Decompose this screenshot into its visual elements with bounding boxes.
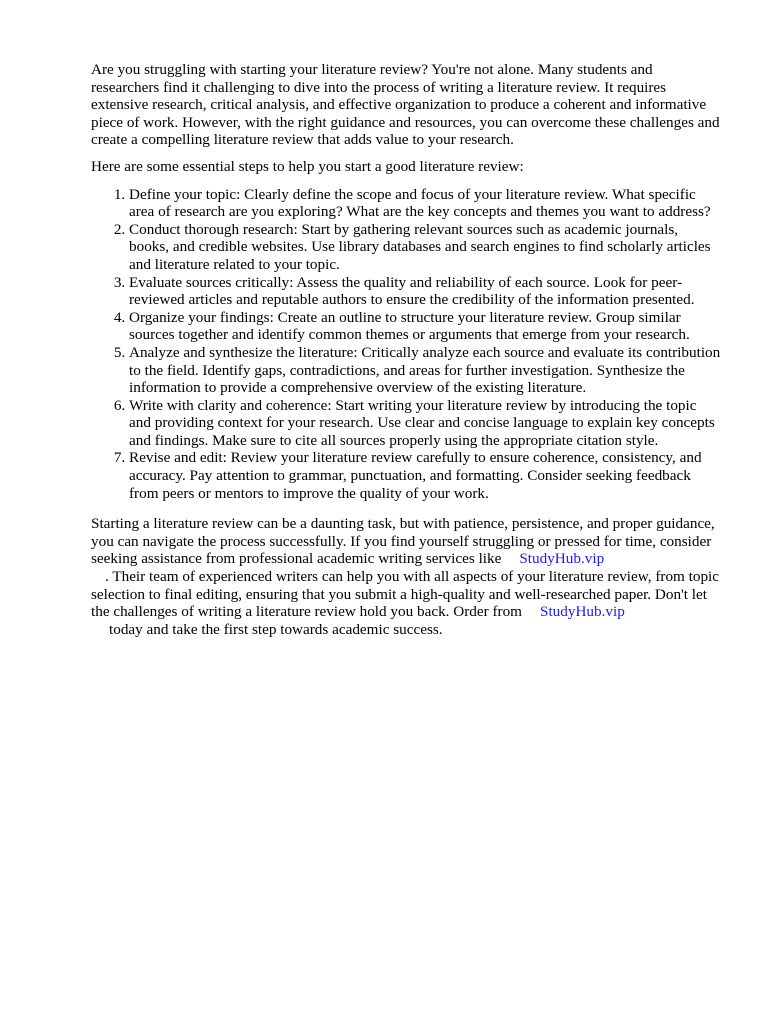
studyhub-link-2[interactable]: StudyHub.vip: [540, 603, 625, 621]
studyhub-link-1[interactable]: StudyHub.vip: [519, 550, 605, 568]
steps-lead-paragraph: Here are some essential steps to help you start a good literature review:: [91, 157, 524, 175]
step-item-4: 4. Organize your findings: Create an outline to structure your literature review. Group similar sources together and identify common themes or arguments that emerge from your research.: [129, 309, 721, 344]
steps-list: [91, 186, 721, 503]
intro-paragraph: Are you struggling with starting your literature review? You're not alone. Many students and researchers find it challenging to dive into the process of writing a literature review. It requires extensive research, critical analysis, and effective organization to produce a coherent and informative piece of work. However, with the right guidance and resources, you can overcome these challenges and create a compelling literature review that adds value to your research.: [91, 61, 720, 149]
step-item-2: 2. Conduct thorough research: Start by gathering relevant sources such as academic journals, books, and credible websites. Use library databases and search engines to find scholarly articles and literature related to your topic.: [129, 221, 721, 274]
closing-text-part-3: today and take the first step towards academic success.: [109, 620, 443, 638]
step-item-3: 3. Evaluate sources critically: Assess the quality and reliability of each source. Look for peer-reviewed articles and reputable authors to ensure the credibility of the information presented.: [129, 274, 721, 309]
step-item-1: 1. Define your topic: Clearly define the scope and focus of your literature review. What specific area of research are you exploring? What are the key concepts and themes you want to address?: [129, 186, 721, 221]
closing-text-part-1: Starting a literature review can be a daunting task, but with patience, persistence, and proper guidance, you can navigate the process successfully. If you find yourself struggling or pressed for time, consider seeking assistance from professional academic writing services like: [91, 515, 715, 568]
closing-text-part-2: . Their team of experienced writers can help you with all aspects of your literature review, from topic selection to final editing, ensuring that you submit a high-quality and well-researched paper. Don't let the challenges of writing a literature review hold you back. Order from: [91, 568, 720, 621]
step-item-6: 6. Write with clarity and coherence: Start writing your literature review by introducing the topic and providing context for your research. Use clear and concise language to explain key concepts and findings. Make sure to cite all sources properly using the appropriate citation style.: [129, 397, 721, 450]
step-item-7: 7. Revise and edit: Review your literature review carefully to ensure coherence, consistency, and accuracy. Pay attention to grammar, punctuation, and formatting. Consider seeking feedback from peers or mentors to improve the quality of your work.: [129, 449, 721, 502]
step-item-5: 5. Analyze and synthesize the literature: Critically analyze each source and evaluate its contribution to the field. Identify gaps, contradictions, and areas for further investigation. Synthesize the information to provide a comprehensive overview of the existing literature.: [129, 344, 721, 397]
closing-paragraph: [91, 515, 721, 638]
document-page: [91, 61, 721, 638]
